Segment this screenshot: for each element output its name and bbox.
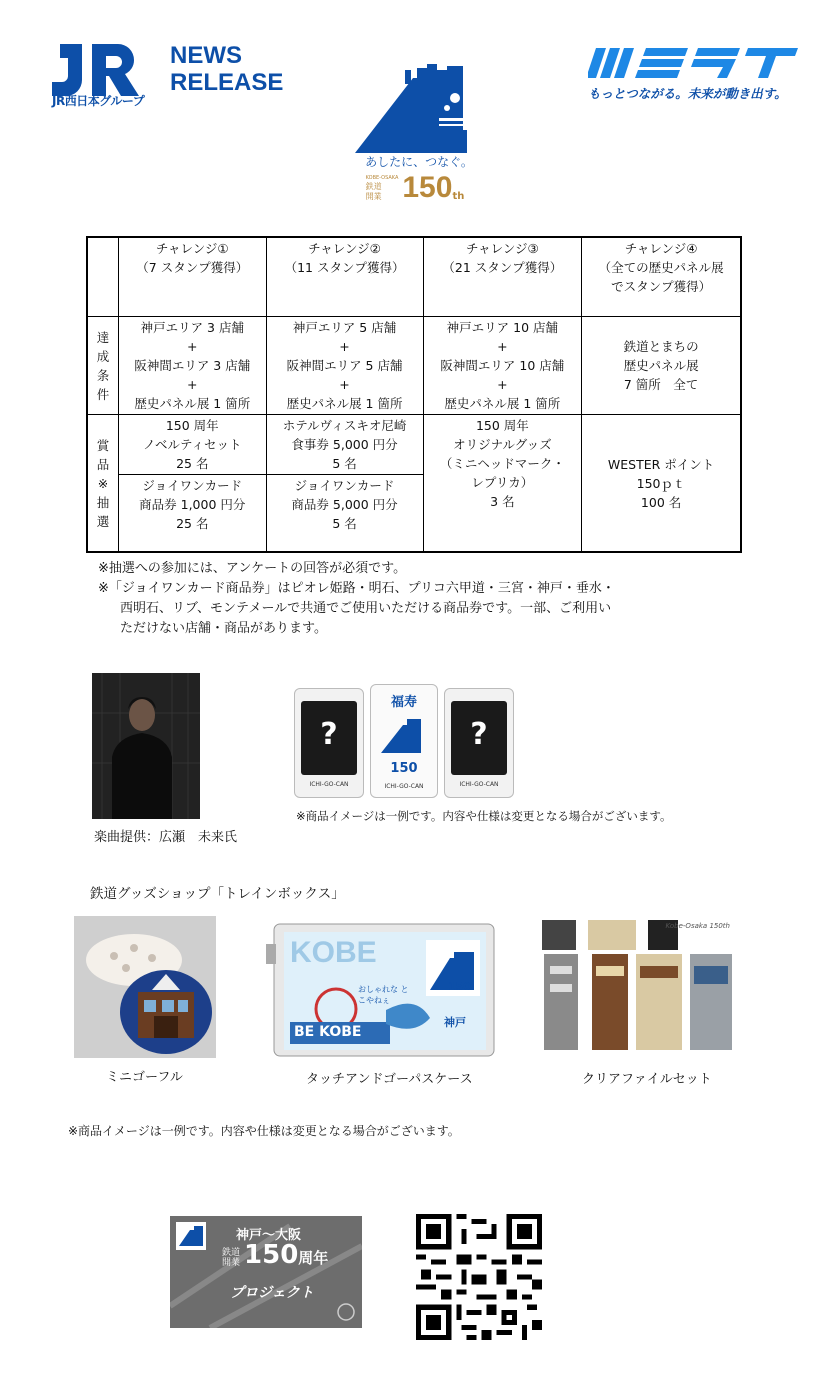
cans-note: ※商品イメージは一例です。内容や仕様は変更となる場合がございます。 <box>296 809 672 823</box>
note-survey: ※抽選への参加には、アンケートの回答が必須です。 <box>98 561 407 576</box>
pass-case-image: KOBE BE KOBE おしゃれな とこやねぇ 神戸 150 <box>266 914 502 1062</box>
qr-code[interactable] <box>416 1214 542 1340</box>
project-unit: 周年 <box>298 1249 329 1267</box>
kobe-osaka-150th-emblem <box>355 58 475 204</box>
project-opening: 開業 <box>222 1258 241 1268</box>
mini-gaufre-caption: ミニゴーフル <box>106 1070 183 1085</box>
project-line-1: 神戸～大阪 <box>236 1228 302 1243</box>
emblem-kobe-osaka: KOBE-OSAKA <box>365 175 399 181</box>
prize-cell-2-bottom: ジョイワンカード 商品券 5,000 円分 5 名 <box>266 475 423 553</box>
news-line-1: NEWS <box>170 42 242 69</box>
emblem-railway: 鉄道 <box>365 182 382 191</box>
emblem-opening: 開業 <box>365 192 382 201</box>
musician-caption: 楽曲提供：広瀬 未来氏 <box>94 830 238 845</box>
emblem-suffix: th <box>452 191 465 202</box>
pass-case-kobe-kanji: 神戸 <box>444 1016 466 1029</box>
mini-gaufre-image <box>74 916 216 1058</box>
west-logo <box>588 44 798 82</box>
news-line-2: RELEASE <box>170 69 284 96</box>
fukuju-can: 福寿 150 ICHI-GO-CAN <box>370 684 438 798</box>
challenge-2-header: チャレンジ② （11 スタンプ獲得） <box>266 237 423 317</box>
prize-cell-3: 150 周年 オリジナルグッズ （ミニヘッドマーク・ レプリカ） 3 名 <box>423 415 582 553</box>
challenge-3-header: チャレンジ③ （21 スタンプ獲得） <box>423 237 582 317</box>
table-corner-cell <box>87 237 119 317</box>
question-mark-icon: ? <box>320 717 338 752</box>
train-silhouette-icon <box>355 58 475 153</box>
note-joyone-3: ただけない店舗・商品があります。 <box>120 621 327 636</box>
west-tagline: もっとつながる。未来が動き出す。 <box>588 86 787 101</box>
note-joyone-1: ※「ジョイワンカード商品券」はピオレ姫路・明石、プリコ六甲道・三宮・神戸・垂水・ <box>98 581 615 596</box>
shop-title: 鉄道グッズショップ「トレインボックス」 <box>90 886 345 902</box>
pass-case-caption: タッチアンドゴーパスケース <box>306 1072 473 1087</box>
musician-photo <box>92 673 200 819</box>
conditions-row <box>87 317 741 415</box>
project-banner-link[interactable] <box>170 1216 362 1328</box>
prize-cell-4: WESTER ポイント 150ｐｔ 100 名 <box>582 415 741 553</box>
clear-file-caption: クリアファイルセット <box>582 1072 712 1087</box>
jr-group-text: JR西日本グループ <box>52 94 145 108</box>
emblem-number: 150 <box>402 171 453 204</box>
pass-case-bekobe-text: BE KOBE <box>294 1024 362 1040</box>
table-header-row <box>87 237 741 317</box>
news-release-title <box>170 42 283 96</box>
challenge-4-header: チャレンジ④ （全ての歴史パネル展 でスタンプ獲得） <box>582 237 741 317</box>
clear-file-label: Kobe-Osaka 150th <box>665 922 730 930</box>
emblem-mini-icon <box>381 717 427 753</box>
question-mark-icon: ? <box>470 717 488 752</box>
clear-file-image <box>540 914 736 1058</box>
project-railway: 鉄道 <box>222 1248 241 1258</box>
emblem-slogan: あしたに、つなぐ。 <box>365 155 473 169</box>
shop-note: ※商品イメージは一例です。内容や仕様は変更となる場合がございます。 <box>68 1124 460 1138</box>
prizes-row-top <box>87 415 741 475</box>
conditions-cell-3: 神戸エリア 10 店舗 + 阪神間エリア 10 店舗 + 歴史パネル展 1 箇所 <box>423 317 582 415</box>
prize-cell-2-top: ホテルヴィスキオ尼崎 食事券 5,000 円分 5 名 <box>266 415 423 475</box>
table-notes <box>98 559 758 639</box>
project-number: 150 <box>244 1240 299 1270</box>
project-line-3: プロジェクト <box>230 1285 314 1301</box>
challenge-1-header: チャレンジ① （7 スタンプ獲得） <box>119 237 267 317</box>
pass-case-kobe-text: KOBE <box>290 936 377 969</box>
sake-can-images <box>292 688 532 808</box>
note-joyone-2: 西明石、リブ、モンテメールで共通でご使用いただける商品券です。一部、ご利用い <box>120 601 612 616</box>
conditions-cell-1: 神戸エリア 3 店舗 + 阪神間エリア 3 店舗 + 歴史パネル展 1 箇所 <box>119 317 267 415</box>
conditions-cell-2: 神戸エリア 5 店舗 + 阪神間エリア 5 店舗 + 歴史パネル展 1 箇所 <box>266 317 423 415</box>
pass-case-phrase: おしゃれな とこやねぇ <box>358 985 409 1005</box>
prize-cell-1-top: 150 周年 ノベルティセット 25 名 <box>119 415 267 475</box>
challenge-table <box>86 236 742 553</box>
prizes-label: 賞 品 ※ 抽 選 <box>87 415 119 553</box>
conditions-label: 達 成 条 件 <box>87 317 119 415</box>
prize-cell-1-bottom: ジョイワンカード 商品券 1,000 円分 25 名 <box>119 475 267 553</box>
conditions-cell-4: 鉄道とまちの 歴史パネル展 7 箇所 全て <box>582 317 741 415</box>
mystery-can-right: ? ICHI-GO-CAN <box>444 688 514 798</box>
mystery-can-left: ? ICHI-GO-CAN <box>294 688 364 798</box>
